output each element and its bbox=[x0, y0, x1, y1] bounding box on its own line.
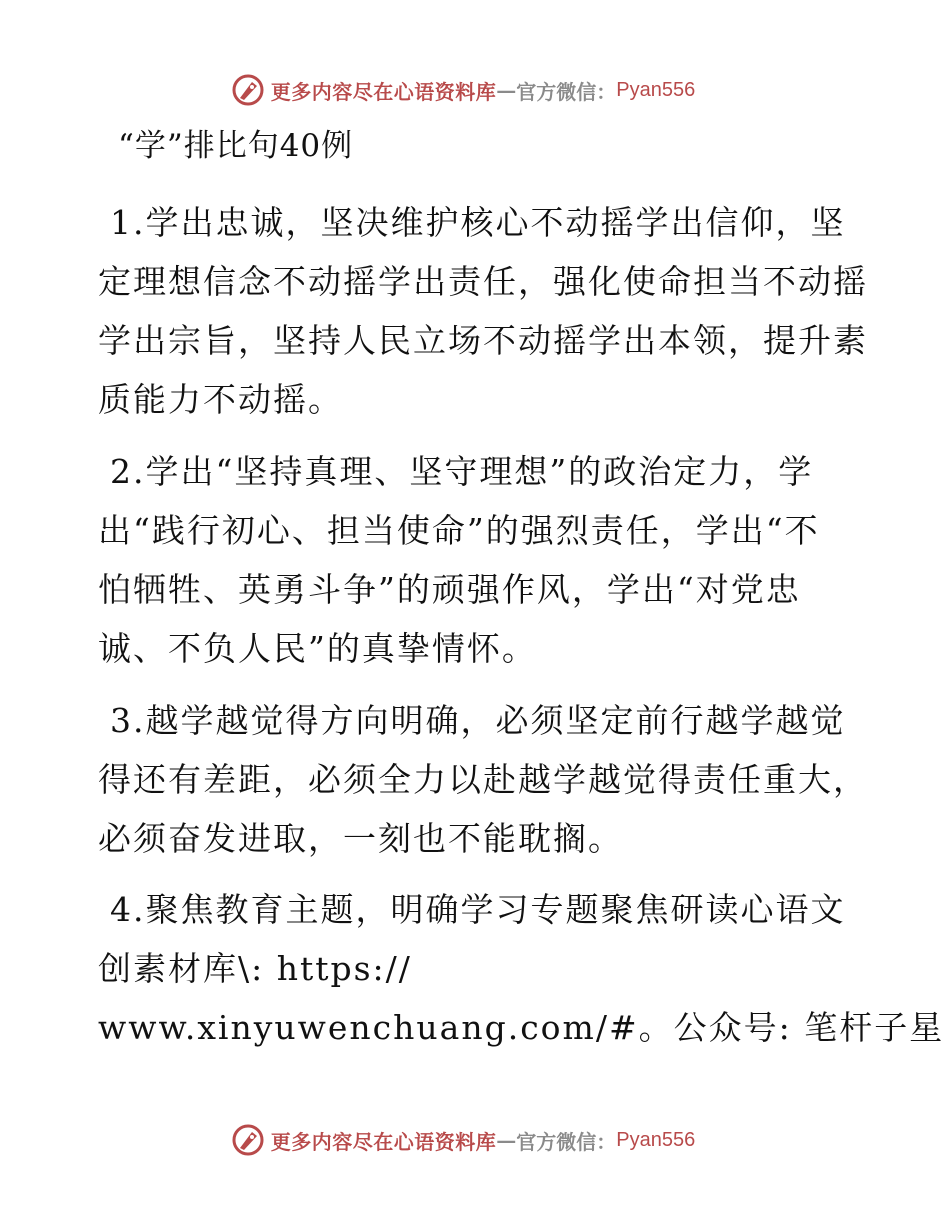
paragraph-line: 诚、不负人民”的真挚情怀。 bbox=[98, 629, 537, 668]
paragraph-line: 定理想信念不动摇学出责任，强化使命担当不动摇 bbox=[98, 262, 868, 301]
banner-text: 更多内容尽在心语资料库 bbox=[270, 1129, 497, 1154]
banner-dash: — bbox=[496, 1128, 517, 1152]
paragraph-line: 学出宗旨，坚持人民立场不动摇学出本领，提升素 bbox=[98, 321, 868, 360]
header-banner bbox=[0, 70, 950, 110]
pen-nib-logo-icon bbox=[231, 1123, 265, 1157]
paragraph-3 bbox=[98, 691, 868, 868]
paragraph-line: 质能力不动摇。 bbox=[98, 380, 343, 419]
paragraph-line: www.xinyuwenchuang.com/#。公众号: 笔杆子星 bbox=[98, 1008, 945, 1047]
paragraph-line: 出“践行初心、担当使命”的强烈责任，学出“不 bbox=[98, 511, 820, 550]
pen-nib-logo-icon bbox=[231, 73, 265, 107]
paragraph-line: 3.越学越觉得方向明确，必须坚定前行越学越觉 bbox=[110, 701, 846, 740]
paragraph-line: 怕牺牲、英勇斗争”的顽强作风，学出“对党忠 bbox=[98, 570, 801, 609]
banner-text: 更多内容尽在心语资料库 bbox=[270, 79, 497, 104]
banner-dash: — bbox=[496, 78, 517, 102]
banner-label: 官方微信： bbox=[516, 1129, 617, 1154]
page-title: “学”排比句40例 bbox=[118, 128, 354, 164]
paragraph-line: 得还有差距，必须全力以赴越学越觉得责任重大， bbox=[98, 760, 868, 799]
paragraph-line: 1.学出忠诚，坚决维护核心不动摇学出信仰，坚 bbox=[110, 203, 846, 242]
paragraph-line: 4.聚焦教育主题，明确学习专题聚焦研读心语文 bbox=[110, 890, 846, 929]
paragraph-4 bbox=[98, 880, 945, 1057]
banner-label: 官方微信： bbox=[516, 79, 617, 104]
paragraph-1 bbox=[98, 193, 868, 429]
paragraph-line: 必须奋发进取，一刻也不能耽搁。 bbox=[98, 819, 623, 858]
footer-banner bbox=[0, 1120, 950, 1160]
banner-id: Pyan556 bbox=[616, 1128, 696, 1151]
paragraph-2 bbox=[98, 442, 858, 678]
paragraph-line: 2.学出“坚持真理、坚守理想”的政治定力，学 bbox=[110, 452, 814, 491]
paragraph-line: 创素材库\: https:// bbox=[98, 949, 412, 988]
banner-id: Pyan556 bbox=[616, 78, 696, 101]
